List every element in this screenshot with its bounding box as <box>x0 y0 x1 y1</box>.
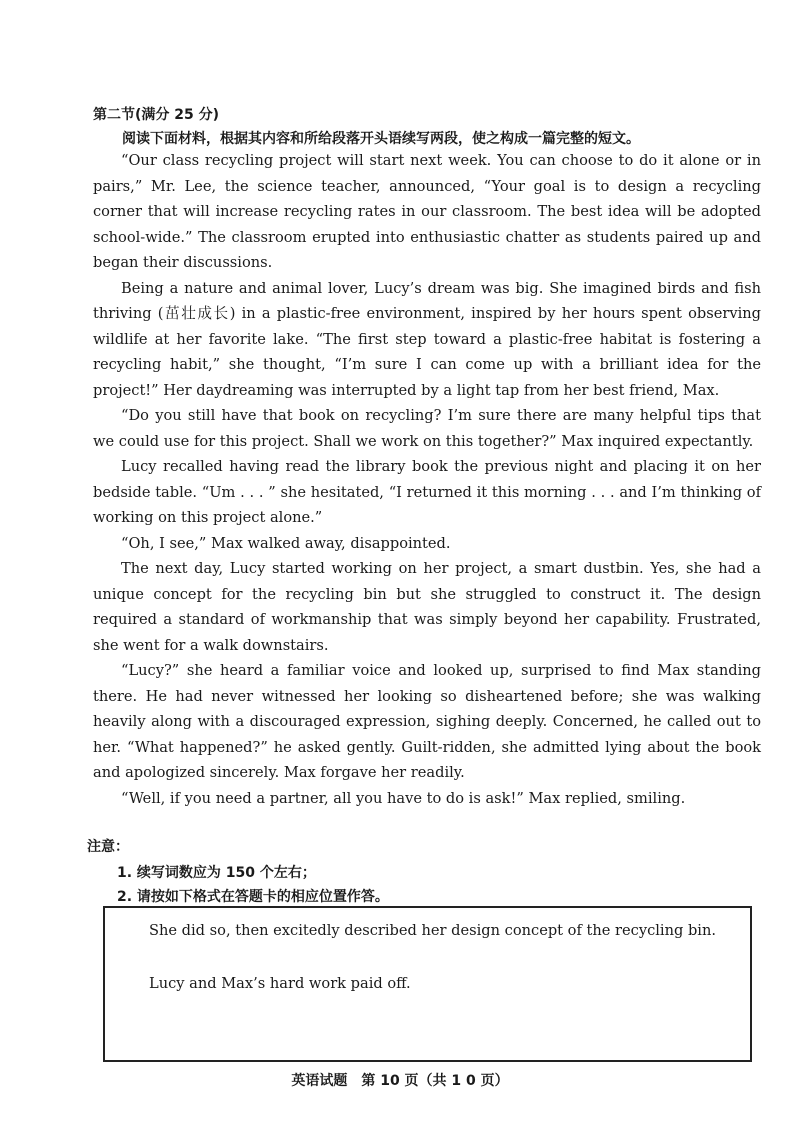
paragraph: “Do you still have that book on recycling? I’m sure there are many helpful tips that we could use for this project. Shall we work on this together?” Max inquired expectantly. <box>93 407 761 450</box>
paragraph: Lucy recalled having read the library book the previous night and placing it on her bedside table. “Um . . . ” she hesitated, “I returned it this morning . . . and I’m thinking of working on this project alone.” <box>93 458 761 526</box>
paragraph: “Our class recycling project will start next week. You can choose to do it alone or in pairs,” Mr. Lee, the science teacher, announced, “Your goal is to design a recycling corner that will increase recycling rates in our classroom. The best idea will be adopted school-wide.” The classroom erupted into enthusiastic chatter as students paired up and began their discussions. <box>93 152 761 271</box>
instruction: 阅读下面材料，根据其内容和所给段落开头语续写两段，使之构成一篇完整的短文。 <box>122 131 640 147</box>
answer-box <box>103 906 752 1062</box>
paragraph: “Lucy?” she heard a familiar voice and looked up, surprised to find Max standing there. He had never witnessed her looking so disheartened before; she was walking heavily along with a discouraged expression, sighing deeply. Concerned, he called out to her. “What happened?” he asked gently. Guilt-ridden, she admitted lying about the book and apologized sincerely. Max forgave her readily. <box>93 662 761 781</box>
reading-passage <box>93 148 761 811</box>
paragraph: “Well, if you need a partner, all you have to do is ask!” Max replied, smiling. <box>121 789 686 807</box>
paragraph-opening-1: She did so, then excitedly described her design concept of the recycling bin. <box>149 922 717 939</box>
paragraph-opening-2: Lucy and Max’s hard work paid off. <box>149 975 411 992</box>
notes-title: 注意： <box>87 839 129 855</box>
paragraph: Being a nature and animal lover, Lucy’s dream was big. She imagined birds and fish thriving (茁壮成长) in a plastic-free environment, inspired by her hours spent observing wildlife at her favorite lake. “The first step toward a plastic-free habitat is fostering a recycling habit,” she thought, “I’m sure I can come up with a brilliant idea for the project!” Her daydreaming was interrupted by a light tap from her best friend, Max. <box>93 279 761 399</box>
paragraph: “Oh, I see,” Max walked away, disappointed. <box>121 534 451 552</box>
page-footer: 英语试题 第 10 页（共 1 0 页） <box>291 1073 509 1089</box>
paragraph: The next day, Lucy started working on her project, a smart dustbin. Yes, she had a unique concept for the recycling bin but she struggled to construct it. The design required a standard of workmanship that was simply beyond her capability. Frustrated, she went for a walk downstairs. <box>93 560 761 654</box>
note-item: 1. 续写词数应为 150 个左右； <box>117 865 316 881</box>
section-title: 第二节(满分 25 分) <box>93 107 220 123</box>
note-item: 2. 请按如下格式在答题卡的相应位置作答。 <box>117 889 389 905</box>
